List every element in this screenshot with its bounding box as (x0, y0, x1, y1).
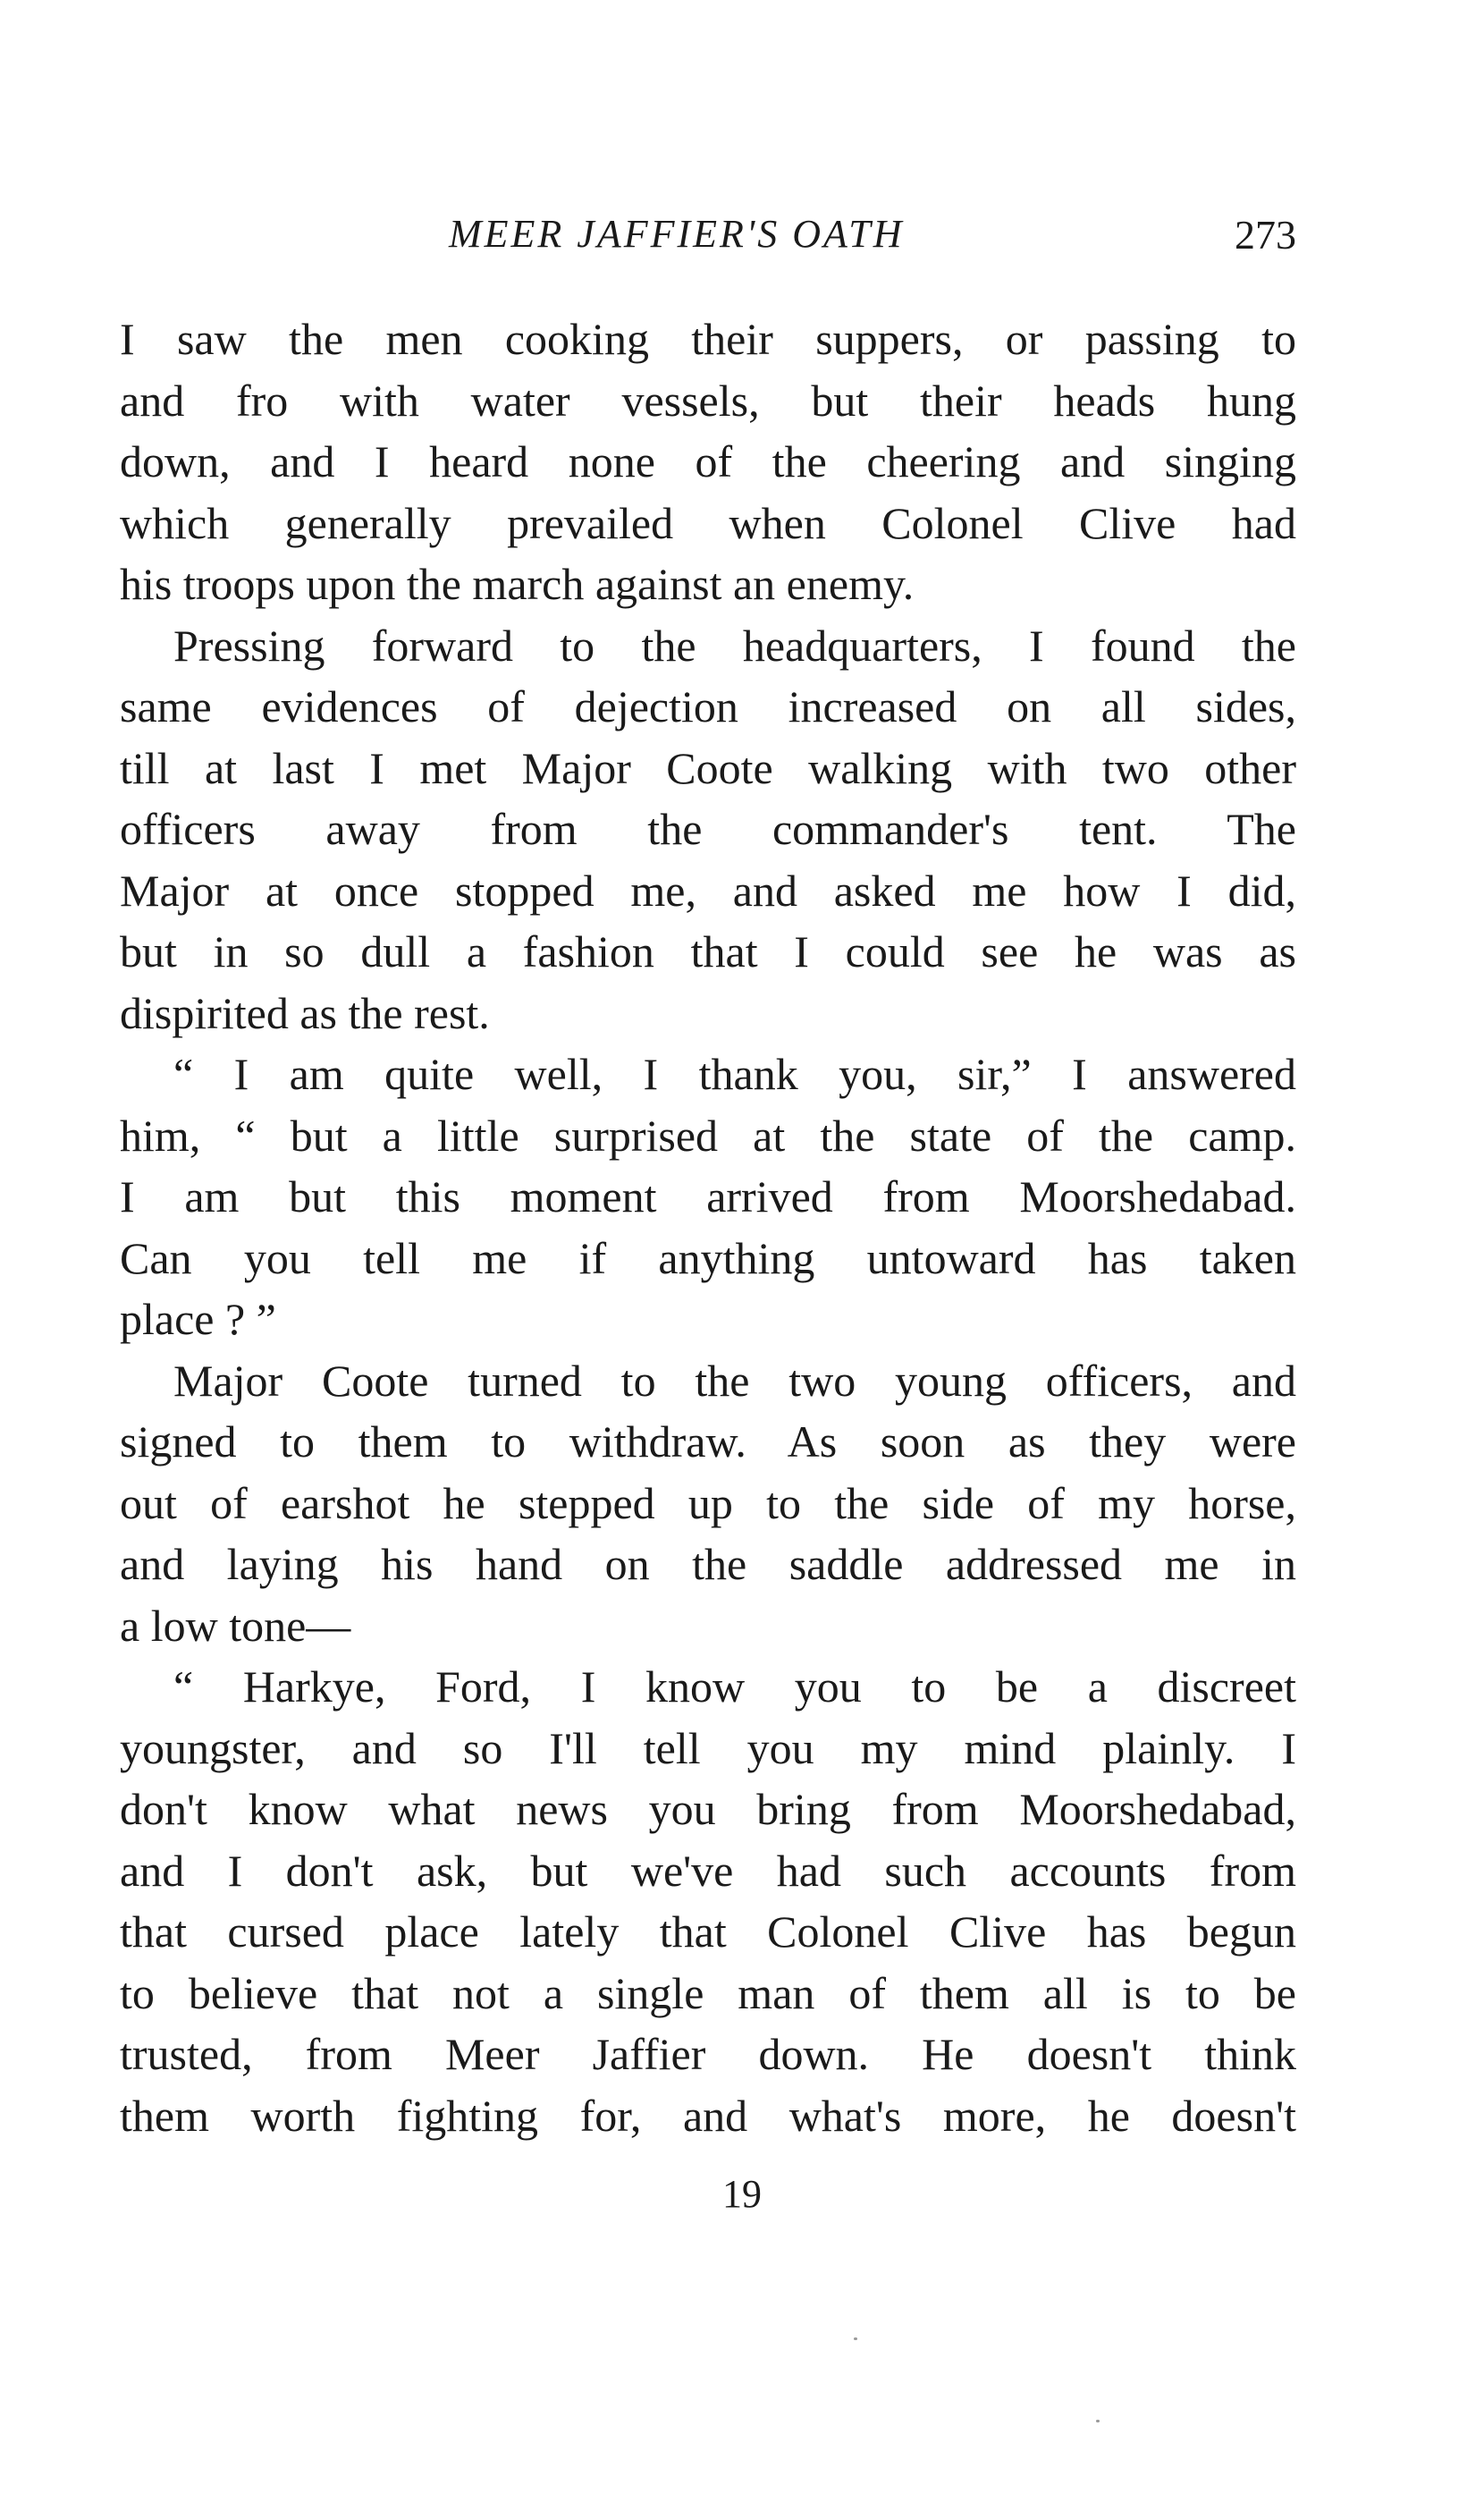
text-line: dispirited as the rest. (120, 987, 490, 1038)
text-line: trusted, from Meer Jaffier down. He doesn't think (120, 2029, 1296, 2079)
paragraph-3 (120, 1044, 1296, 1350)
text-line: but in so dull a fashion that I could see he was as (120, 926, 1296, 976)
paragraph-1 (120, 309, 1296, 615)
page-number: 273 (1235, 212, 1296, 258)
text-line: that cursed place lately that Colonel Clive has begun (120, 1906, 1296, 1957)
text-line: Can you tell me if anything untoward has taken (120, 1232, 1296, 1283)
text-line: a low tone— (120, 1600, 351, 1651)
text-line: them worth fighting for, and what's more, he doesn't (120, 2090, 1296, 2141)
body-text (120, 309, 1296, 2146)
text-line: I am but this moment arrived from Moorshedabad. (120, 1171, 1296, 1221)
text-line: officers away from the commander's tent. The (120, 804, 1296, 854)
text-line: “ I am quite well, I thank you, sir,” I answered (173, 1049, 1296, 1099)
text-line: which generally prevailed when Colonel Clive had (120, 497, 1296, 548)
text-line: I saw the men cooking their suppers, or passing to (120, 314, 1296, 364)
paragraph-2 (120, 615, 1296, 1044)
text-line: signed to them to withdraw. As soon as they were (120, 1416, 1296, 1467)
text-line: don't know what news you bring from Moorshedabad, (120, 1784, 1296, 1834)
text-line: out of earshot he stepped up to the side of my horse, (120, 1477, 1296, 1528)
paragraph-5 (120, 1656, 1296, 2146)
text-line: and I don't ask, but we've had such accounts from (120, 1845, 1296, 1896)
text-line: Major Coote turned to the two young officers, and (173, 1355, 1296, 1406)
running-title: MEER JAFFIER'S OATH (449, 212, 905, 256)
text-line: Major at once stopped me, and asked me how I did, (120, 865, 1296, 916)
text-line: down, and I heard none of the cheering and singing (120, 436, 1296, 486)
text-line: and laying his hand on the saddle addressed me in (120, 1539, 1296, 1589)
text-line: him, “ but a little surprised at the state of the camp. (120, 1110, 1296, 1161)
text-line: same evidences of dejection increased on all sides, (120, 681, 1296, 731)
running-head (116, 211, 1296, 265)
paper-speck (854, 2337, 857, 2340)
paper-speck (1096, 2420, 1100, 2422)
text-line: his troops upon the march against an enemy. (120, 559, 915, 609)
signature-mark: 19 (722, 2172, 762, 2216)
text-line: place ? ” (120, 1294, 276, 1344)
text-line: “ Harkye, Ford, I know you to be a discreet (173, 1661, 1296, 1712)
paragraph-4 (120, 1350, 1296, 1657)
text-line: youngster, and so I'll tell you my mind plainly. I (120, 1722, 1296, 1773)
text-line: to believe that not a single man of them all is to be (120, 1967, 1296, 2018)
text-line: till at last I met Major Coote walking with two other (120, 742, 1296, 793)
text-line: and fro with water vessels, but their heads hung (120, 375, 1296, 426)
text-line: Pressing forward to the headquarters, I found the (173, 620, 1296, 671)
